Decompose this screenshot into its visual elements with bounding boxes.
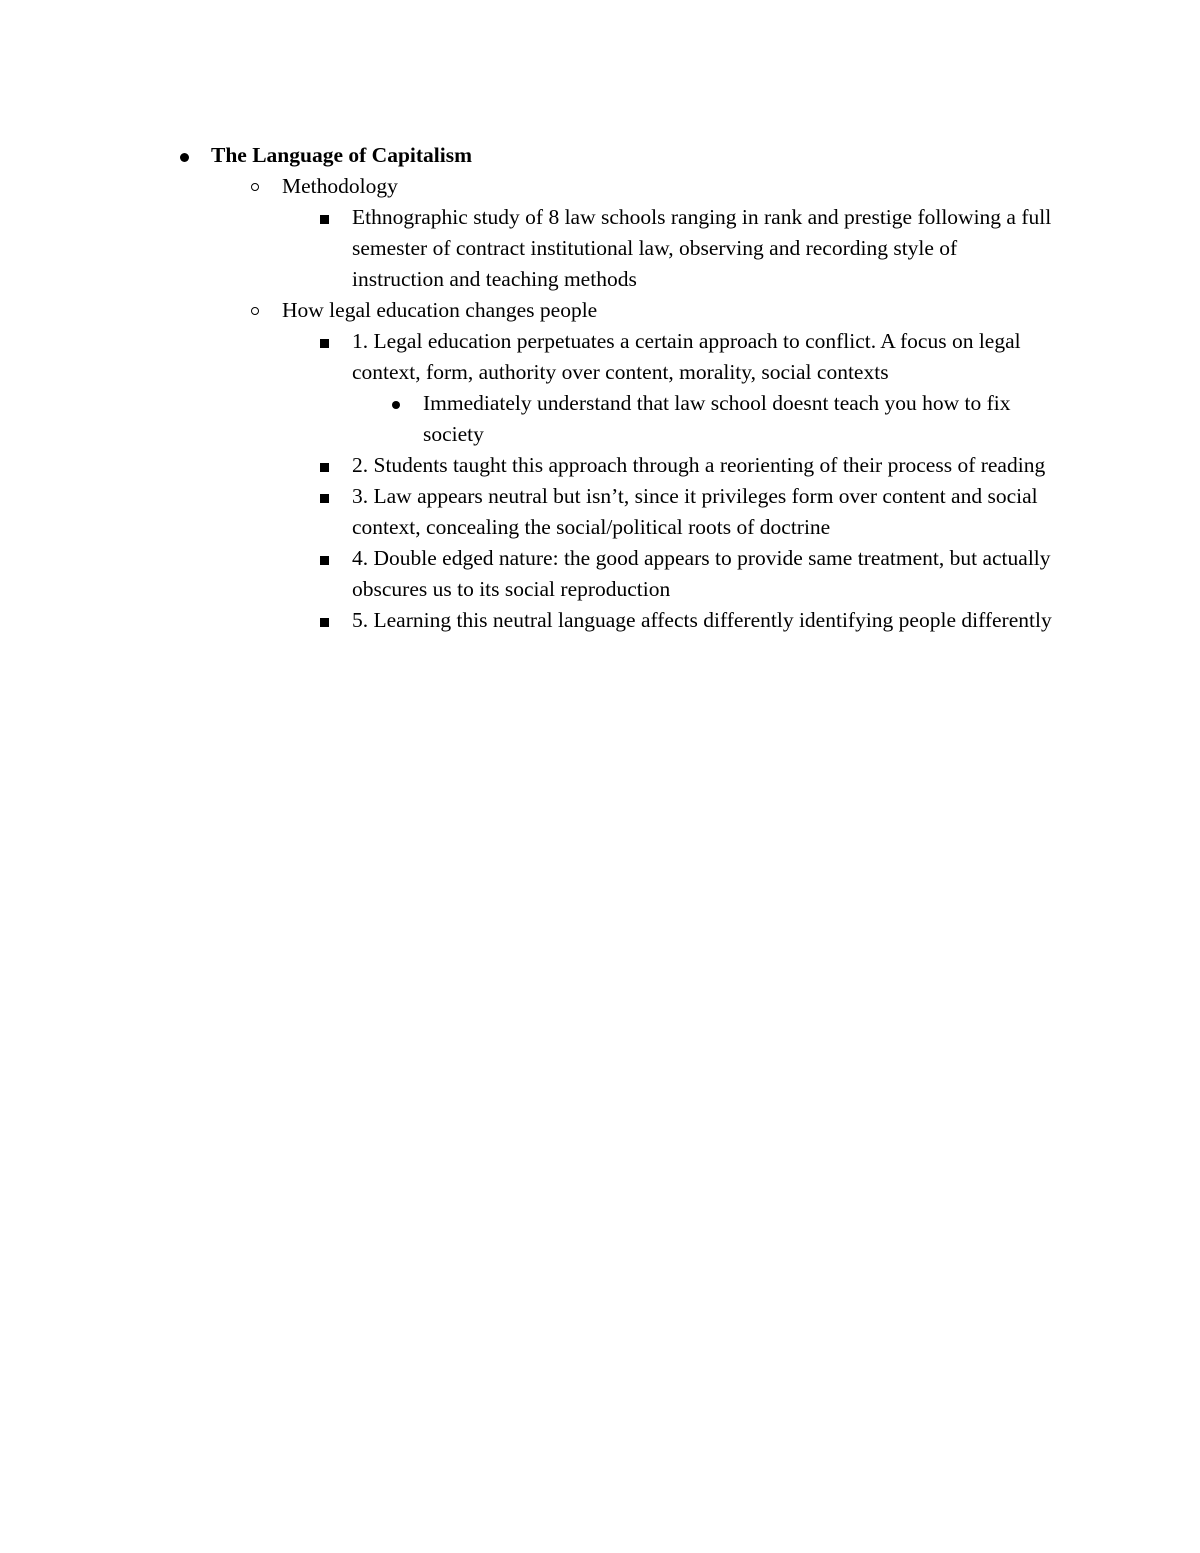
sub-list-item [0,388,1053,450]
section-legal-education [0,295,1052,326]
list-item [0,326,1052,388]
list-item-text: 1. Legal education perpetuates a certain approach to conflict. A focus on legal context, form, authority over content, morality, social contexts [352,329,1021,384]
heading-item [0,140,1051,171]
section-label: Methodology [282,174,398,198]
list-item [0,605,1052,636]
square-bullet-icon [320,463,329,472]
filled-circle-bullet-icon [180,153,189,162]
section-methodology [0,171,1052,202]
square-bullet-icon [320,618,329,627]
outline-list [0,140,1200,636]
hollow-circle-bullet-icon [251,307,259,315]
list-item-text: 3. Law appears neutral but isn’t, since it privileges form over content and social context, concealing the social/political roots of doctrine [352,484,1038,539]
list-item [0,202,1052,295]
list-item [0,543,1052,605]
list-item-text: Ethnographic study of 8 law schools ranging in rank and prestige following a full semester of contract institutional law, observing and recording style of instruction and teaching methods [352,205,1052,291]
section-label: How legal education changes people [282,298,598,322]
square-bullet-icon [320,494,329,503]
square-bullet-icon [320,339,329,348]
square-bullet-icon [320,215,329,224]
hollow-circle-bullet-icon [251,183,259,191]
list-item [0,450,1052,481]
list-item-text: 4. Double edged nature: the good appears to provide same treatment, but actually obscures us to its social reproduction [352,546,1051,601]
filled-circle-bullet-icon [392,401,400,409]
list-item-text: 2. Students taught this approach through a reorienting of their process of reading [352,453,1046,477]
list-item-text: 5. Learning this neutral language affects differently identifying people differently [352,608,1052,632]
sub-list-item-text: Immediately understand that law school doesnt teach you how to fix society [423,391,1011,446]
heading-text: The Language of Capitalism [211,143,473,167]
square-bullet-icon [320,556,329,565]
list-item [0,481,1052,543]
